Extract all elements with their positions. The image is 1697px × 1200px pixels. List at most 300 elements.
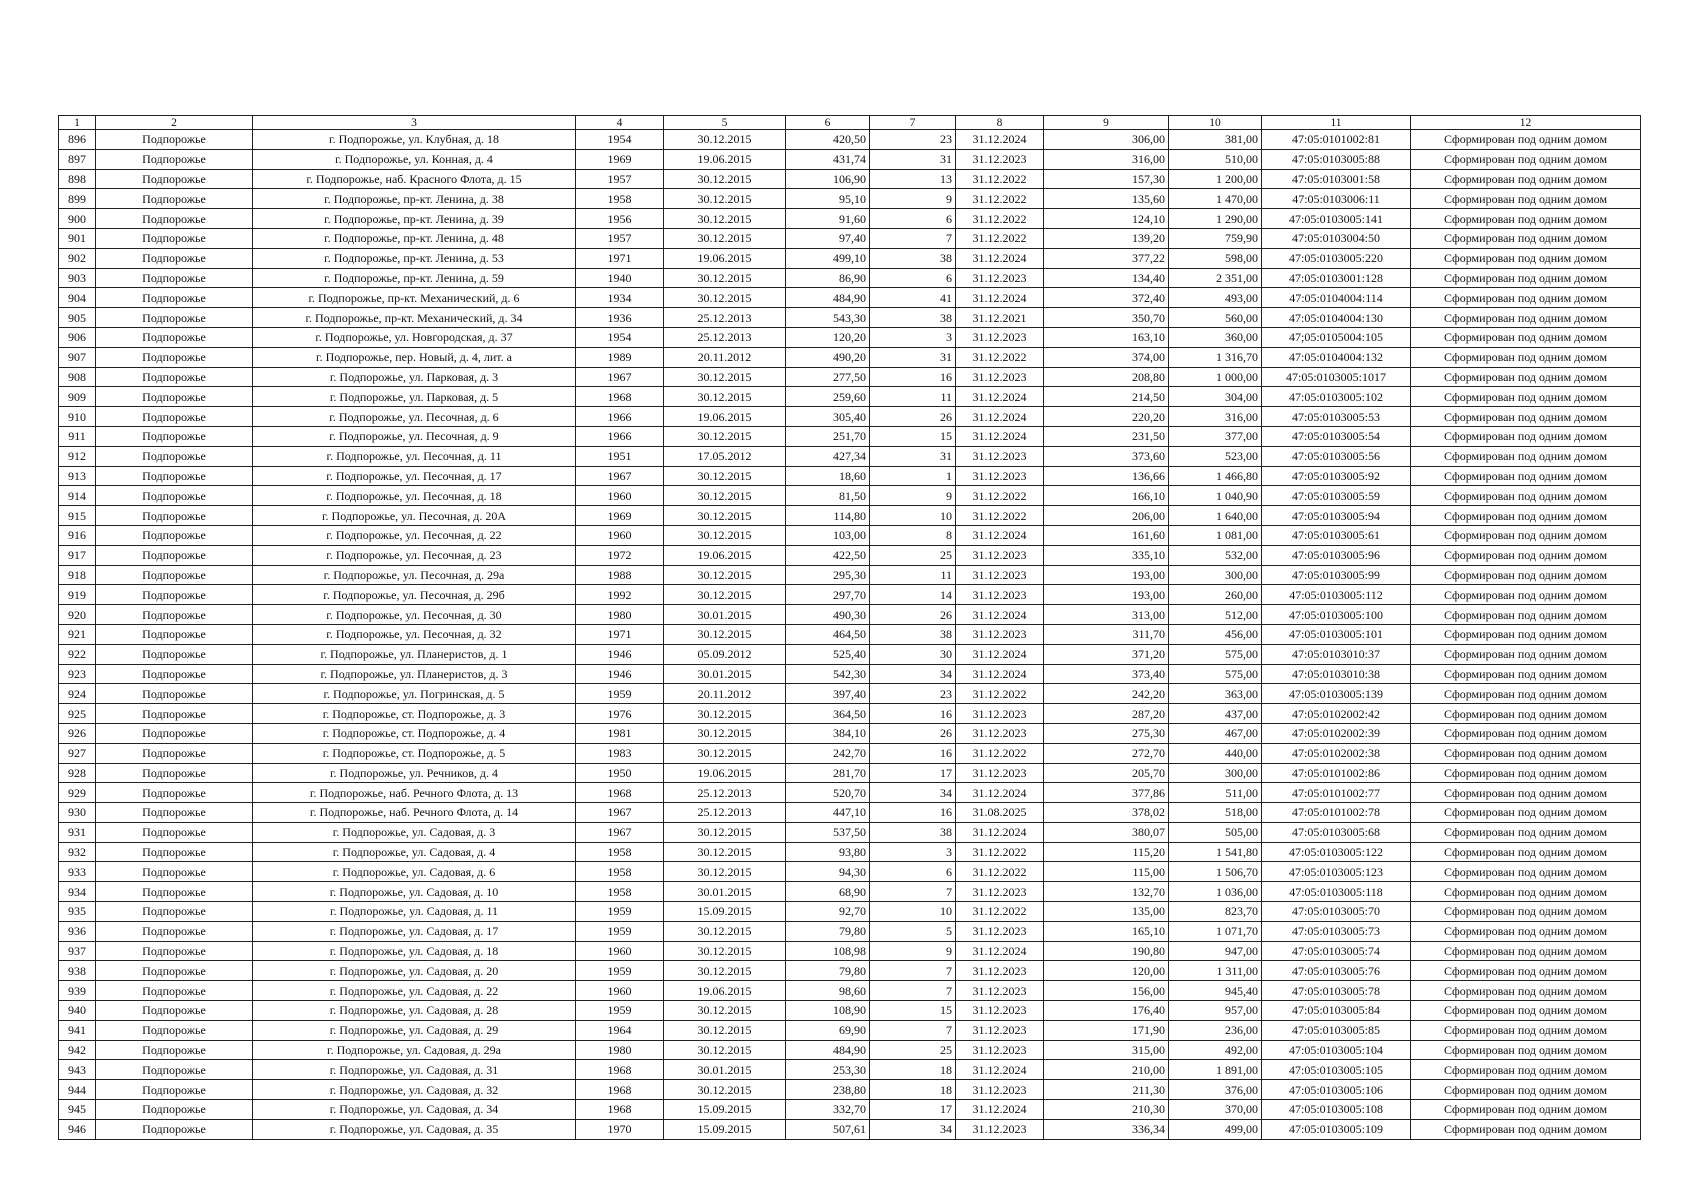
cell-value-10: 957,00: [1169, 1001, 1262, 1021]
column-header-5: 5: [664, 116, 786, 130]
cell-value-9: 242,20: [1044, 684, 1169, 704]
cell-value-10: 575,00: [1169, 644, 1262, 664]
cell-build-year: 1934: [576, 288, 664, 308]
table-row: [59, 525, 1641, 545]
table-row: [59, 1020, 1641, 1040]
cell-row-number: 912: [59, 446, 96, 466]
cell-value-10: 300,00: [1169, 565, 1262, 585]
cell-deadline: 31.12.2024: [956, 822, 1044, 842]
cell-area: 253,30: [786, 1060, 870, 1080]
cell-value-10: 759,90: [1169, 228, 1262, 248]
cell-value-9: 372,40: [1044, 288, 1169, 308]
cell-status: Сформирован под одним домом: [1411, 486, 1641, 506]
cell-value-9: 335,10: [1044, 545, 1169, 565]
cell-build-year: 1970: [576, 1119, 664, 1139]
cell-area: 120,20: [786, 327, 870, 347]
cell-value-10: 304,00: [1169, 387, 1262, 407]
cell-settlement: Подпорожье: [96, 862, 253, 882]
cell-area: 364,50: [786, 704, 870, 724]
cell-build-year: 1954: [576, 327, 664, 347]
cell-value-9: 165,10: [1044, 921, 1169, 941]
cell-value-9: 220,20: [1044, 407, 1169, 427]
cell-deadline: 31.12.2022: [956, 209, 1044, 229]
cell-date: 30.12.2015: [664, 169, 786, 189]
cell-count: 3: [870, 327, 956, 347]
cell-status: Сформирован под одним домом: [1411, 387, 1641, 407]
table-row: [59, 347, 1641, 367]
cell-deadline: 31.12.2023: [956, 763, 1044, 783]
cell-settlement: Подпорожье: [96, 506, 253, 526]
cell-row-number: 926: [59, 723, 96, 743]
table-row: [59, 941, 1641, 961]
table-row: [59, 308, 1641, 328]
cell-date: 20.11.2012: [664, 684, 786, 704]
cell-build-year: 1950: [576, 763, 664, 783]
cell-value-9: 115,20: [1044, 842, 1169, 862]
cell-value-10: 381,00: [1169, 130, 1262, 150]
cell-cadastral-number: 47:05:0103005:73: [1262, 921, 1411, 941]
cell-area: 490,30: [786, 605, 870, 625]
cell-row-number: 922: [59, 644, 96, 664]
cell-row-number: 935: [59, 902, 96, 922]
cell-row-number: 914: [59, 486, 96, 506]
cell-count: 30: [870, 644, 956, 664]
cell-date: 15.09.2015: [664, 1119, 786, 1139]
cell-deadline: 31.12.2023: [956, 446, 1044, 466]
cell-cadastral-number: 47:05:0103005:61: [1262, 525, 1411, 545]
cell-area: 520,70: [786, 783, 870, 803]
cell-count: 38: [870, 308, 956, 328]
cell-count: 34: [870, 783, 956, 803]
table-row: [59, 1080, 1641, 1100]
cell-area: 397,40: [786, 684, 870, 704]
cell-status: Сформирован под одним домом: [1411, 981, 1641, 1001]
cell-value-10: 532,00: [1169, 545, 1262, 565]
cell-cadastral-number: 47:05:0103005:56: [1262, 446, 1411, 466]
cell-status: Сформирован под одним домом: [1411, 941, 1641, 961]
cell-count: 25: [870, 1040, 956, 1060]
table-row: [59, 882, 1641, 902]
cell-deadline: 31.12.2022: [956, 169, 1044, 189]
cell-settlement: Подпорожье: [96, 545, 253, 565]
cell-status: Сформирован под одним домом: [1411, 743, 1641, 763]
cell-address: г. Подпорожье, ул. Садовая, д. 35: [253, 1119, 576, 1139]
cell-status: Сформирован под одним домом: [1411, 308, 1641, 328]
cell-build-year: 1957: [576, 169, 664, 189]
cell-row-number: 930: [59, 803, 96, 823]
cell-count: 7: [870, 882, 956, 902]
cell-address: г. Подпорожье, ул. Песочная, д. 29б: [253, 585, 576, 605]
cell-build-year: 1988: [576, 565, 664, 585]
cell-count: 1: [870, 466, 956, 486]
cell-area: 507,61: [786, 1119, 870, 1139]
cell-address: г. Подпорожье, пр-кт. Механический, д. 34: [253, 308, 576, 328]
cell-row-number: 902: [59, 248, 96, 268]
cell-deadline: 31.12.2023: [956, 466, 1044, 486]
cell-count: 26: [870, 407, 956, 427]
cell-settlement: Подпорожье: [96, 624, 253, 644]
cell-count: 16: [870, 743, 956, 763]
cell-value-9: 380,07: [1044, 822, 1169, 842]
cell-date: 05.09.2012: [664, 644, 786, 664]
cell-status: Сформирован под одним домом: [1411, 704, 1641, 724]
table-body: [59, 130, 1641, 1140]
cell-deadline: 31.12.2023: [956, 981, 1044, 1001]
cell-status: Сформирован под одним домом: [1411, 624, 1641, 644]
cell-cadastral-number: 47:05:0103005:99: [1262, 565, 1411, 585]
cell-date: 19.06.2015: [664, 407, 786, 427]
cell-count: 41: [870, 288, 956, 308]
cell-deadline: 31.12.2022: [956, 842, 1044, 862]
cell-area: 422,50: [786, 545, 870, 565]
column-header-12: 12: [1411, 116, 1641, 130]
cell-build-year: 1946: [576, 644, 664, 664]
cell-value-10: 598,00: [1169, 248, 1262, 268]
cell-status: Сформирован под одним домом: [1411, 723, 1641, 743]
cell-cadastral-number: 47:05:0103005:84: [1262, 1001, 1411, 1021]
cell-address: г. Подпорожье, наб. Речного Флота, д. 13: [253, 783, 576, 803]
cell-date: 30.12.2015: [664, 1020, 786, 1040]
cell-area: 79,80: [786, 961, 870, 981]
cell-row-number: 946: [59, 1119, 96, 1139]
cell-deadline: 31.12.2024: [956, 288, 1044, 308]
cell-deadline: 31.12.2023: [956, 1119, 1044, 1139]
cell-value-10: 1 506,70: [1169, 862, 1262, 882]
cell-row-number: 938: [59, 961, 96, 981]
cell-value-10: 493,00: [1169, 288, 1262, 308]
cell-value-10: 945,40: [1169, 981, 1262, 1001]
cell-status: Сформирован под одним домом: [1411, 545, 1641, 565]
cell-date: 20.11.2012: [664, 347, 786, 367]
cell-status: Сформирован под одним домом: [1411, 228, 1641, 248]
cell-value-10: 1 071,70: [1169, 921, 1262, 941]
cell-address: г. Подпорожье, ул. Садовая, д. 4: [253, 842, 576, 862]
cell-settlement: Подпорожье: [96, 902, 253, 922]
cell-address: г. Подпорожье, ул. Погринская, д. 5: [253, 684, 576, 704]
cell-area: 95,10: [786, 189, 870, 209]
cell-build-year: 1981: [576, 723, 664, 743]
cell-settlement: Подпорожье: [96, 743, 253, 763]
cell-settlement: Подпорожье: [96, 288, 253, 308]
cell-row-number: 945: [59, 1100, 96, 1120]
cell-deadline: 31.12.2022: [956, 743, 1044, 763]
cell-settlement: Подпорожье: [96, 723, 253, 743]
cell-value-9: 171,90: [1044, 1020, 1169, 1040]
cell-address: г. Подпорожье, ст. Подпорожье, д. 5: [253, 743, 576, 763]
cell-build-year: 1960: [576, 941, 664, 961]
cell-build-year: 1936: [576, 308, 664, 328]
cell-count: 3: [870, 842, 956, 862]
cell-address: г. Подпорожье, наб. Речного Флота, д. 14: [253, 803, 576, 823]
table-row: [59, 664, 1641, 684]
table-row: [59, 228, 1641, 248]
cell-settlement: Подпорожье: [96, 466, 253, 486]
cell-settlement: Подпорожье: [96, 981, 253, 1001]
cell-date: 19.06.2015: [664, 981, 786, 1001]
cell-row-number: 936: [59, 921, 96, 941]
cell-value-10: 236,00: [1169, 1020, 1262, 1040]
table-row: [59, 1001, 1641, 1021]
cell-value-9: 336,34: [1044, 1119, 1169, 1139]
cell-row-number: 896: [59, 130, 96, 150]
cell-area: 542,30: [786, 664, 870, 684]
cell-deadline: 31.12.2024: [956, 525, 1044, 545]
cell-date: 30.12.2015: [664, 1040, 786, 1060]
cell-value-10: 360,00: [1169, 327, 1262, 347]
column-header-1: 1: [59, 116, 96, 130]
table-row: [59, 723, 1641, 743]
cell-value-9: 190,80: [1044, 941, 1169, 961]
cell-value-9: 231,50: [1044, 426, 1169, 446]
cell-value-10: 440,00: [1169, 743, 1262, 763]
cell-cadastral-number: 47:05:0103005:122: [1262, 842, 1411, 862]
cell-value-10: 456,00: [1169, 624, 1262, 644]
cell-value-9: 287,20: [1044, 704, 1169, 724]
cell-value-9: 377,86: [1044, 783, 1169, 803]
cell-count: 15: [870, 1001, 956, 1021]
cell-settlement: Подпорожье: [96, 565, 253, 585]
cell-area: 277,50: [786, 367, 870, 387]
table-row: [59, 1040, 1641, 1060]
cell-date: 30.12.2015: [664, 822, 786, 842]
cell-settlement: Подпорожье: [96, 921, 253, 941]
cell-deadline: 31.12.2023: [956, 149, 1044, 169]
cell-value-10: 1 466,80: [1169, 466, 1262, 486]
table-row: [59, 268, 1641, 288]
cell-cadastral-number: 47:05:0103010:38: [1262, 664, 1411, 684]
cell-deadline: 31.12.2023: [956, 367, 1044, 387]
cell-row-number: 908: [59, 367, 96, 387]
table-row: [59, 783, 1641, 803]
cell-value-9: 315,00: [1044, 1040, 1169, 1060]
cell-count: 26: [870, 723, 956, 743]
cell-count: 7: [870, 981, 956, 1001]
cell-settlement: Подпорожье: [96, 149, 253, 169]
cell-value-10: 518,00: [1169, 803, 1262, 823]
cell-cadastral-number: 47:05:0103005:118: [1262, 882, 1411, 902]
cell-count: 8: [870, 525, 956, 545]
cell-deadline: 31.12.2023: [956, 585, 1044, 605]
table-row: [59, 1060, 1641, 1080]
cell-address: г. Подпорожье, пр-кт. Ленина, д. 39: [253, 209, 576, 229]
cell-address: г. Подпорожье, ул. Садовая, д. 17: [253, 921, 576, 941]
cell-value-9: 377,22: [1044, 248, 1169, 268]
cell-settlement: Подпорожье: [96, 1080, 253, 1100]
cell-value-9: 205,70: [1044, 763, 1169, 783]
cell-date: 30.12.2015: [664, 268, 786, 288]
cell-cadastral-number: 47:05:0103005:112: [1262, 585, 1411, 605]
cell-settlement: Подпорожье: [96, 684, 253, 704]
cell-status: Сформирован под одним домом: [1411, 862, 1641, 882]
cell-count: 16: [870, 803, 956, 823]
cell-cadastral-number: 47:05:0103004:50: [1262, 228, 1411, 248]
cell-area: 464,50: [786, 624, 870, 644]
cell-build-year: 1968: [576, 1080, 664, 1100]
cell-address: г. Подпорожье, ул. Парковая, д. 3: [253, 367, 576, 387]
cell-address: г. Подпорожье, ул. Клубная, д. 18: [253, 130, 576, 150]
cell-count: 9: [870, 486, 956, 506]
column-header-4: 4: [576, 116, 664, 130]
table-row: [59, 803, 1641, 823]
cell-address: г. Подпорожье, ул. Парковая, д. 5: [253, 387, 576, 407]
cell-deadline: 31.12.2023: [956, 1040, 1044, 1060]
cell-settlement: Подпорожье: [96, 842, 253, 862]
cell-address: г. Подпорожье, ул. Садовая, д. 34: [253, 1100, 576, 1120]
cell-date: 19.06.2015: [664, 248, 786, 268]
cell-area: 431,74: [786, 149, 870, 169]
cell-area: 447,10: [786, 803, 870, 823]
cell-address: г. Подпорожье, ул. Песочная, д. 9: [253, 426, 576, 446]
cell-deadline: 31.12.2023: [956, 624, 1044, 644]
cell-address: г. Подпорожье, ул. Песочная, д. 22: [253, 525, 576, 545]
cell-deadline: 31.12.2022: [956, 862, 1044, 882]
cell-build-year: 1957: [576, 228, 664, 248]
table-row: [59, 961, 1641, 981]
cell-area: 242,70: [786, 743, 870, 763]
cell-area: 18,60: [786, 466, 870, 486]
cell-value-9: 210,30: [1044, 1100, 1169, 1120]
cell-count: 6: [870, 268, 956, 288]
cell-settlement: Подпорожье: [96, 704, 253, 724]
cell-build-year: 1972: [576, 545, 664, 565]
cell-build-year: 1960: [576, 486, 664, 506]
cell-date: 15.09.2015: [664, 1100, 786, 1120]
table-row: [59, 902, 1641, 922]
cell-deadline: 31.12.2024: [956, 387, 1044, 407]
cell-settlement: Подпорожье: [96, 763, 253, 783]
cell-count: 7: [870, 961, 956, 981]
cell-deadline: 31.12.2023: [956, 268, 1044, 288]
table-row: [59, 981, 1641, 1001]
cell-count: 31: [870, 149, 956, 169]
table-row: [59, 545, 1641, 565]
cell-address: г. Подпорожье, ул. Садовая, д. 32: [253, 1080, 576, 1100]
cell-value-10: 1 000,00: [1169, 367, 1262, 387]
cell-build-year: 1951: [576, 446, 664, 466]
cell-build-year: 1980: [576, 1040, 664, 1060]
cell-deadline: 31.12.2023: [956, 882, 1044, 902]
cell-area: 251,70: [786, 426, 870, 446]
table-row: [59, 506, 1641, 526]
cell-build-year: 1967: [576, 367, 664, 387]
cell-date: 30.12.2015: [664, 189, 786, 209]
cell-status: Сформирован под одним домом: [1411, 446, 1641, 466]
cell-status: Сформирован под одним домом: [1411, 209, 1641, 229]
cell-value-10: 560,00: [1169, 308, 1262, 328]
cell-deadline: 31.12.2023: [956, 704, 1044, 724]
table-row: [59, 387, 1641, 407]
cell-date: 30.12.2015: [664, 862, 786, 882]
cell-count: 5: [870, 921, 956, 941]
cell-row-number: 924: [59, 684, 96, 704]
cell-status: Сформирован под одним домом: [1411, 367, 1641, 387]
column-header-7: 7: [870, 116, 956, 130]
cell-row-number: 899: [59, 189, 96, 209]
cell-cadastral-number: 47:05:0102002:39: [1262, 723, 1411, 743]
cell-build-year: 1959: [576, 921, 664, 941]
cell-build-year: 1969: [576, 506, 664, 526]
cell-cadastral-number: 47:05:0103005:54: [1262, 426, 1411, 446]
cell-area: 97,40: [786, 228, 870, 248]
cell-cadastral-number: 47:05:0103010:37: [1262, 644, 1411, 664]
cell-area: 93,80: [786, 842, 870, 862]
cell-area: 332,70: [786, 1100, 870, 1120]
cell-value-9: 211,30: [1044, 1080, 1169, 1100]
cell-cadastral-number: 47:05:0103005:92: [1262, 466, 1411, 486]
cell-value-10: 511,00: [1169, 783, 1262, 803]
cell-settlement: Подпорожье: [96, 783, 253, 803]
cell-address: г. Подпорожье, ул. Песочная, д. 11: [253, 446, 576, 466]
cell-count: 38: [870, 248, 956, 268]
cell-date: 30.12.2015: [664, 961, 786, 981]
cell-build-year: 1968: [576, 1060, 664, 1080]
cell-deadline: 31.12.2022: [956, 506, 1044, 526]
cell-value-10: 505,00: [1169, 822, 1262, 842]
column-header-8: 8: [956, 116, 1044, 130]
cell-address: г. Подпорожье, ул. Песочная, д. 6: [253, 407, 576, 427]
cell-status: Сформирован под одним домом: [1411, 525, 1641, 545]
cell-value-10: 492,00: [1169, 1040, 1262, 1060]
cell-date: 30.12.2015: [664, 704, 786, 724]
cell-cadastral-number: 47:05:0103005:100: [1262, 605, 1411, 625]
cell-status: Сформирован под одним домом: [1411, 407, 1641, 427]
cell-value-9: 124,10: [1044, 209, 1169, 229]
cell-count: 13: [870, 169, 956, 189]
table-row: [59, 327, 1641, 347]
cell-status: Сформирован под одним домом: [1411, 585, 1641, 605]
cell-row-number: 905: [59, 308, 96, 328]
cell-date: 30.12.2015: [664, 387, 786, 407]
cell-date: 30.12.2015: [664, 921, 786, 941]
cell-value-10: 1 036,00: [1169, 882, 1262, 902]
table-row: [59, 189, 1641, 209]
cell-cadastral-number: 47:05:0104004:132: [1262, 347, 1411, 367]
cell-value-10: 1 541,80: [1169, 842, 1262, 862]
cell-value-9: 193,00: [1044, 585, 1169, 605]
cell-area: 92,70: [786, 902, 870, 922]
cell-count: 11: [870, 387, 956, 407]
cell-row-number: 901: [59, 228, 96, 248]
cell-deadline: 31.12.2023: [956, 961, 1044, 981]
table-row: [59, 605, 1641, 625]
cell-cadastral-number: 47:05:0103005:102: [1262, 387, 1411, 407]
cell-count: 9: [870, 189, 956, 209]
cell-value-10: 1 470,00: [1169, 189, 1262, 209]
cell-status: Сформирован под одним домом: [1411, 327, 1641, 347]
cell-cadastral-number: 47:05:0103005:101: [1262, 624, 1411, 644]
cell-settlement: Подпорожье: [96, 1060, 253, 1080]
cell-date: 25.12.2013: [664, 308, 786, 328]
cell-value-9: 373,60: [1044, 446, 1169, 466]
cell-area: 499,10: [786, 248, 870, 268]
cell-deadline: 31.12.2022: [956, 347, 1044, 367]
cell-build-year: 1956: [576, 209, 664, 229]
cell-status: Сформирован под одним домом: [1411, 1040, 1641, 1060]
cell-row-number: 897: [59, 149, 96, 169]
cell-area: 259,60: [786, 387, 870, 407]
cell-cadastral-number: 47:05:0103005:104: [1262, 1040, 1411, 1060]
cell-settlement: Подпорожье: [96, 664, 253, 684]
cell-area: 106,90: [786, 169, 870, 189]
cell-cadastral-number: 47:05:0101002:86: [1262, 763, 1411, 783]
cell-build-year: 1989: [576, 347, 664, 367]
cell-value-9: 115,00: [1044, 862, 1169, 882]
cell-value-9: 350,70: [1044, 308, 1169, 328]
cell-deadline: 31.12.2024: [956, 783, 1044, 803]
table-row: [59, 743, 1641, 763]
cell-cadastral-number: 47:05:0103005:78: [1262, 981, 1411, 1001]
cell-row-number: 941: [59, 1020, 96, 1040]
